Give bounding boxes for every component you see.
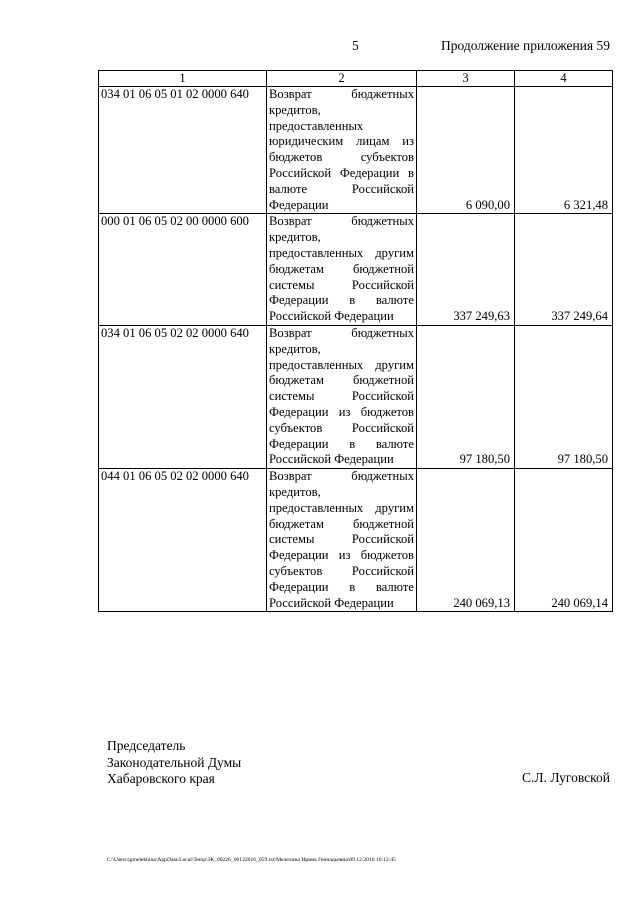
- amount-col-4: 6 321,48: [515, 87, 613, 214]
- amount-col-4: 337 249,64: [515, 214, 613, 326]
- budget-code: 000 01 06 05 02 00 0000 600: [99, 214, 267, 326]
- table-row: [99, 214, 613, 326]
- amount-col-3: 6 090,00: [417, 87, 515, 214]
- description: Возврат бюджетных кредитов, предоставленных юридическим лицам из бюджетов субъектов Российской Федерации в валюте Российской Федерации: [267, 87, 417, 214]
- table-header-row: [99, 71, 613, 87]
- budget-code: 044 01 06 05 02 02 0000 640: [99, 469, 267, 612]
- signature-block: [107, 738, 241, 788]
- column-header-4: 4: [515, 71, 613, 87]
- description: Возврат бюджетных кредитов, предоставленных другим бюджетам бюджетной системы Российской Федерации из бюджетов субъектов Российской Федерации в валюте Российской Федерации: [267, 469, 417, 612]
- description: Возврат бюджетных кредитов, предоставленных другим бюджетам бюджетной системы Российской Федерации в валюте Российской Федерации: [267, 214, 417, 326]
- signature-title-line-1: Председатель: [107, 738, 186, 753]
- amount-col-3: 97 180,50: [417, 325, 515, 468]
- column-header-3: 3: [417, 71, 515, 87]
- amount-col-3: 337 249,63: [417, 214, 515, 326]
- column-header-1: 1: [99, 71, 267, 87]
- table-row: [99, 469, 613, 612]
- description: Возврат бюджетных кредитов, предоставленных другим бюджетам бюджетной системы Российской Федерации из бюджетов субъектов Российской Федерации в валюте Российской Федерации: [267, 325, 417, 468]
- amount-col-3: 240 069,13: [417, 469, 515, 612]
- table-row: [99, 325, 613, 468]
- budget-code: 034 01 06 05 02 02 0000 640: [99, 325, 267, 468]
- amount-col-4: 97 180,50: [515, 325, 613, 468]
- signature-title-line-2: Законодательной Думы: [107, 754, 242, 770]
- continuation-title: Продолжение приложения 59: [440, 38, 610, 53]
- signature-title-line-3: Хабаровского края: [107, 771, 215, 786]
- file-path-footer: C:\Users\igmelekhina\AppData\Local\Temp\ЗК_00226_06122016_059.txt\Мелехина Ирина Геннадьевна\09.12.2016 10:12:45: [107, 857, 396, 863]
- page-number: 5: [352, 38, 359, 53]
- table-row: [99, 87, 613, 214]
- column-header-2: 2: [267, 71, 417, 87]
- budget-table: [98, 70, 613, 612]
- budget-code: 034 01 06 05 01 02 0000 640: [99, 87, 267, 214]
- signatory-name: С.Л. Луговской: [522, 770, 610, 785]
- amount-col-4: 240 069,14: [515, 469, 613, 612]
